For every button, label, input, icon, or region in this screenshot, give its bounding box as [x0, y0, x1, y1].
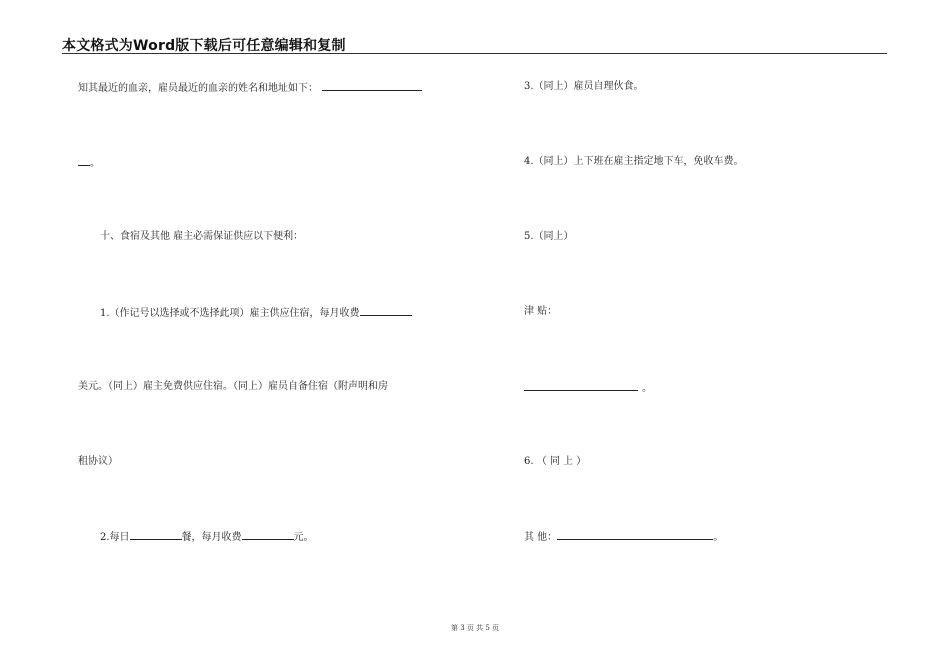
- item-3-line: 3.（同上）雇员自理伙食。: [524, 81, 644, 92]
- other-blank: [557, 529, 713, 540]
- page-indicator: 第 3 页 共 5 页: [450, 624, 500, 632]
- item-1-line: [100, 305, 412, 321]
- item-1-text: 1.（作记号以选择或不选择此项）雇主供应住宿，每月收费: [100, 308, 360, 319]
- allowance-label: 津 贴：: [524, 306, 558, 317]
- document-header-title: 本文格式为Word版下载后可任意编辑和复制: [62, 38, 346, 54]
- item-1-fee-blank: [360, 305, 412, 316]
- header-divider: [62, 53, 887, 54]
- item-4-line: 4.（同上）上下班在雇主指定地下车，免收车费。: [524, 156, 744, 167]
- relative-info-text: 知其最近的血亲，雇员最近的血亲的姓名和地址如下：: [78, 83, 318, 94]
- item-2-meals-blank: [130, 529, 182, 540]
- other-end: 。: [713, 532, 724, 543]
- item-1-continuation: 美元。（同上）雇主免费供应住宿。（同上）雇员自备住宿（附声明和房: [78, 381, 388, 392]
- item-5-line: 5.（同上）: [524, 231, 574, 242]
- item-2-mid: 餐，每月收费: [181, 532, 242, 543]
- relative-info-line: [78, 80, 422, 96]
- section-10-title: 十、食宿及其他 雇主必需保证供应以下便利：: [100, 231, 304, 242]
- relative-info-blank: [322, 80, 422, 91]
- other-line: [524, 529, 723, 545]
- allowance-line: [524, 380, 652, 396]
- item-2-prefix: 2.每日: [100, 532, 130, 543]
- item-2-suffix: 元。: [293, 532, 314, 543]
- allowance-end: 。: [642, 383, 652, 394]
- allowance-blank: [524, 380, 638, 391]
- item-2-line: [100, 529, 314, 545]
- relative-info-continuation: [78, 155, 100, 171]
- relative-info-end: 。: [90, 158, 100, 169]
- item-6-line: 6. （ 同 上 ）: [524, 456, 587, 467]
- other-label: 其 他：: [524, 532, 558, 543]
- relative-info-blank-cont: [78, 155, 90, 166]
- item-2-fee-blank: [242, 529, 294, 540]
- item-1-continuation-2: 租协议）: [78, 456, 118, 467]
